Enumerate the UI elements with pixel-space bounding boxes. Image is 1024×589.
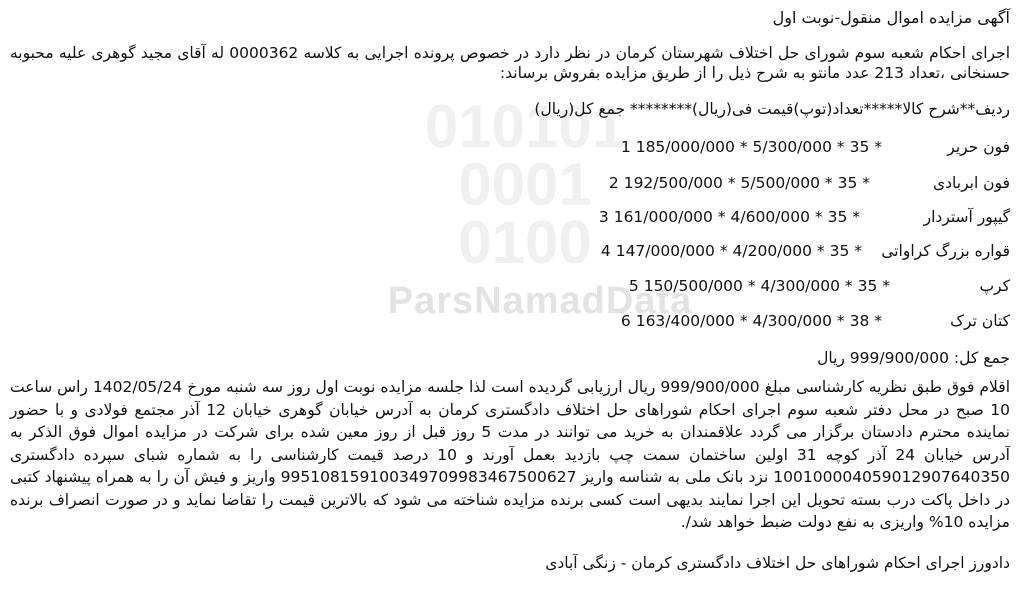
watermark-digits-line: 0001 (458, 151, 592, 218)
watermark-brand: ParsNamadData (387, 280, 693, 322)
item-name: قواره بزرگ کراواتی (881, 242, 1010, 260)
intro-paragraph: اجرای احکام شعبه سوم شورای حل اختلاف شهرستان کرمان در نظر دارد در خصوص پرونده اجرایی به کلاسه 0000362 له آقای مجید گوهری علیه محبوبه حسنخانی ،تعداد 213 عدد مانتو به شرح ذیل را از طریق مزایده بفروش برساند: (10, 44, 1010, 82)
notice-title: آگهی مزایده اموال منقول-نوبت اول (772, 8, 1010, 27)
watermark-digits-line: 0100 (458, 209, 592, 276)
item-values: 4 147/000/000 * 4/200/000 * 35 * (600, 242, 862, 260)
item-name: کتان ترک (950, 312, 1010, 330)
signature: دادورز اجرای احکام شوراهای حل اختلاف دادگستری کرمان - زنگی آبادی (545, 554, 1010, 572)
item-row (20, 172, 1010, 194)
item-values: 2 192/500/000 * 5/500/000 * 35 * (608, 174, 870, 192)
body-paragraph: اقلام فوق طبق نظریه کارشناسی مبلغ 999/900/000 ریال ارزیابی گردیده است لذا جلسه مزایده نوبت اول روز سه شنبه مورخ 1402/05/24 راس ساعت 10 صبح در محل دفتر شعبه سوم اجرای احکام شوراهای حل اختلاف دادگستری کرمان به آدرس خیابان گوهری خیابان 12 آذر مجتمع فولادی و با حضور نماینده محترم دادستان برگزار می گردد علاقمندان به خرید می توانند در مدت 5 روز قبل از روز معین شده برای شرکت در مزایده اموال فوق الذکر به آدرس خیابان 24 آذر کوچه 31 اولین ساختمان سمت چپ بازدید بعمل آورند و 10 درصد قیمت کارشناسی را به شماره شبای سپرده دادگستری 100100004059012907640350 نزد بانک ملی به شناسه واریز 995108159100349709983467500627 واریز و فیش آن را به همراه پیشنهاد کتبی در داخل پاکت درب بسته تحویل این اجرا نمایند بدیهی است کسی برنده مزایده شناخته می شود که بالاترین قیمت را تقاضا نماید و در صورت انصراف برنده مزایده 10% واریزی به نفع دولت ضبط خواهد شد/. (10, 378, 1010, 531)
item-name: فون ابربادی (933, 174, 1010, 192)
item-row (20, 206, 1010, 228)
item-name: کرپ (979, 277, 1010, 295)
item-row (20, 275, 1010, 297)
item-name: فون حریر (947, 138, 1010, 156)
item-row (20, 136, 1010, 158)
item-row (20, 310, 1010, 332)
watermark-digits-line: 010101 (424, 93, 626, 160)
total-amount: جمع کل: 999/900/000 ریال (817, 349, 1010, 367)
item-name: گیپور آستردار (923, 208, 1010, 226)
item-row (20, 240, 1010, 262)
item-values: 1 185/000/000 * 5/300/000 * 35 * (620, 138, 882, 156)
item-values: 5 150/500/000 * 4/300/000 * 35 * (628, 277, 890, 295)
item-values: 3 161/000/000 * 4/600/000 * 35 * (598, 208, 860, 226)
item-values: 6 163/400/000 * 4/300/000 * 38 * (620, 312, 882, 330)
table-header: ردیف**شرح کالا*****تعداد(توپ)قیمت فی(ریال)******** جمع کل(ریال) (534, 100, 1010, 118)
